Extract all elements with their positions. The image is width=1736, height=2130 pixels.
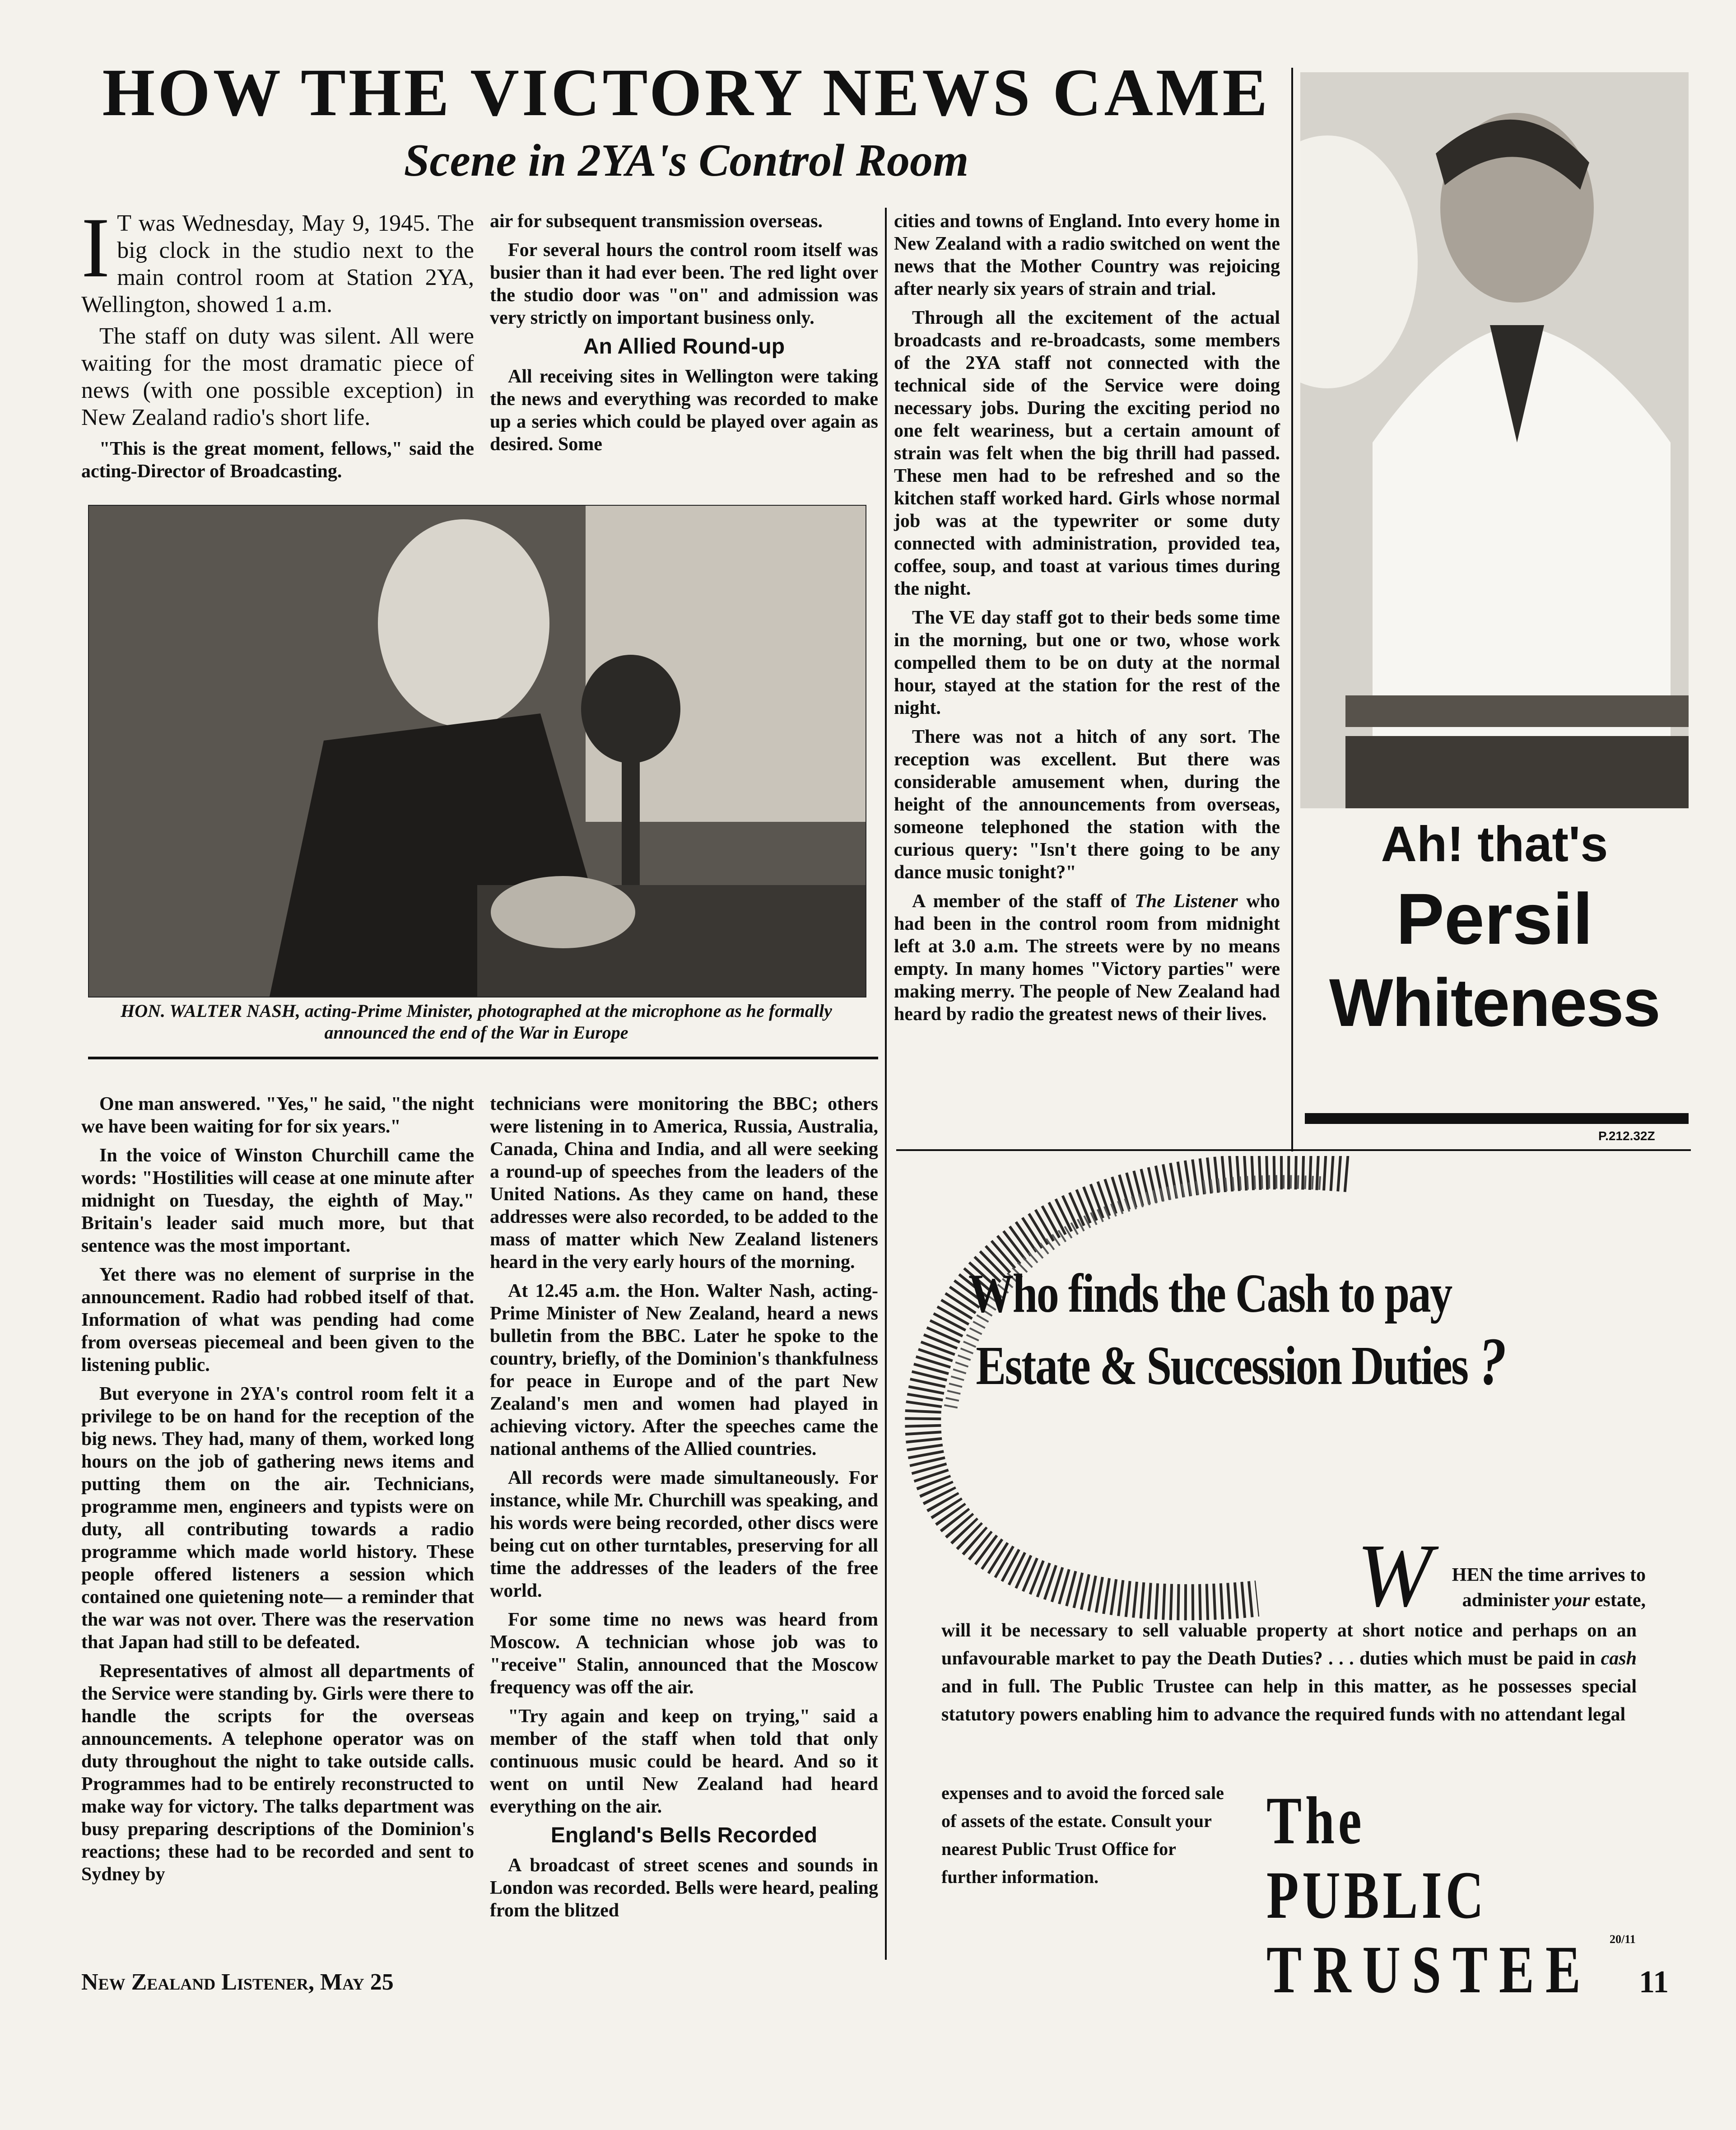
paragraph: For some time no news was heard from Moscow. A technician whose job was to "receive" Stalin, announced that the Moscow frequency was off the air. xyxy=(490,1609,878,1698)
headline: HOW THE VICTORY NEWS CAME xyxy=(102,55,1271,130)
rule xyxy=(88,1057,878,1059)
lead-text: T was Wednesday, May 9, 1945. The big clock in the studio next to the main control room at Station 2YA, Wellington, showed 1 a.m. xyxy=(81,210,474,317)
text: your xyxy=(1554,1590,1590,1611)
trustee-headline-text: Estate & Succession Duties xyxy=(976,1335,1468,1396)
persil-bar xyxy=(1305,1113,1689,1124)
publication-footer: New Zealand Listener, May 25 xyxy=(81,1969,394,1995)
persil-ad-code: P.212.32Z xyxy=(1598,1129,1655,1143)
paragraph: All records were made simultaneously. For instance, while Mr. Churchill was speaking, and his words were being recorded, other discs were being cut on other turntables, preserving for all time the addresses of the leaders of the free world. xyxy=(490,1468,878,1601)
paragraph: Through all the excitement of the actual broadcasts and re-broadcasts, some members of the 2YA staff not connected with the technical side of the Service were doing necessary jobs. During the exciting period no one felt weariness, but a certain amount of strain was felt when the big thrill had passed. These men had to be refreshed and so the kitchen staff worked hard. Girls whose normal job was at the typewriter or some duty connected with administration, provided tea, coffee, soup, and toast at various times during the night. xyxy=(894,308,1280,599)
text: estate, xyxy=(1590,1590,1646,1611)
text: who had been in the control room from midnight left at 3.0 a.m. The streets were by no means empty. In many homes "Victory parties" were making merry. The people of New Zealand had heard by radio the greatest news of their lives. xyxy=(894,891,1280,1025)
paragraph: In the voice of Winston Churchill came the words: "Hostilities will cease at one minute after midnight on Tuesday, the eighth of May." Britain's leader said much more, but that sentence was the most important. xyxy=(81,1145,474,1256)
public-trustee-ad xyxy=(896,1156,1691,2007)
column-1-top xyxy=(81,200,474,489)
ad-divider xyxy=(896,1149,1691,1151)
section-heading: An Allied Round-up xyxy=(583,335,785,359)
paragraph: technicians were monitoring the BBC; others were listening in to America, Russia, Australia, Canada, China and India, and all were seeking a round-up of speeches from the leaders of the United Nations. As they came on hand, these addresses were also recorded, to be added to the mass of matter which New Zealand listeners heard in the very early hours of the morning. xyxy=(490,1094,878,1272)
persil-brand: Persil xyxy=(1396,878,1593,959)
persil-ad xyxy=(1300,813,1689,1043)
paragraph xyxy=(894,890,1280,1025)
paragraph: air for subsequent transmission overseas. xyxy=(490,211,823,232)
trustee-headline xyxy=(968,1260,1524,1400)
text: and in full. The Public Trustee can help in this matter, as he possesses special statutory powers enabling him to advance the required funds with no attendant legal xyxy=(941,1676,1637,1725)
paragraph: The VE day staff got to their beds some time in the morning, but one or two, whose work compelled them to be on duty at the normal hour, stayed at the station for the rest of the night. xyxy=(894,607,1280,718)
persil-line-3: Whiteness xyxy=(1329,965,1660,1040)
public-trustee-logo xyxy=(1266,1783,1592,2007)
man-photo-illustration xyxy=(1300,72,1689,808)
nash-photo xyxy=(88,505,866,997)
trustee-body-end: expenses and to avoid the forced sale of assets of the estate. Consult your nearest Public Trust Office for further information. xyxy=(941,1783,1224,1887)
paragraph: "This is the great moment, fellows," said the acting-Director of Broadcasting. xyxy=(81,438,474,482)
trustee-body-intro xyxy=(1411,1562,1646,1613)
paragraph: A broadcast of street scenes and sounds in London was recorded. Bells were heard, pealing from the blitzed xyxy=(490,1855,878,1921)
column-2-top xyxy=(490,210,878,462)
subheadline: Scene in 2YA's Control Room xyxy=(404,135,969,186)
question-mark: ? xyxy=(1479,1324,1506,1399)
logo-line-1: The PUBLIC xyxy=(1266,1783,1487,1933)
text: HEN the time arrives to administer xyxy=(1452,1565,1646,1611)
paragraph: All receiving sites in Wellington were taking the news and everything was recorded to make up a series which could be played over again as desired. Some xyxy=(490,366,878,455)
logo-line-2: TRUSTEE xyxy=(1266,1932,1592,2007)
text: A member of the staff of xyxy=(912,891,1135,912)
paragraph: Representatives of almost all departments of the Service were standing by. Girls were there to handle the scripts for the overseas announcements. A telephone operator was on duty throughout the night to take outside calls. Programmes had to be entirely reconstructed to make way for victory. The talks department was busy preparing descriptions of the Dominion's reactions; these had to be recorded and sent to Sydney by xyxy=(81,1661,474,1885)
paragraph: There was not a hitch of any sort. The reception was excellent. But there was considerable amusement when, during the height of the announcements from overseas, someone telephoned the station with the curious query: "Isn't there going to be any dance music tonight?" xyxy=(894,727,1280,883)
persil-line-1: Ah! that's xyxy=(1381,816,1608,872)
trustee-ad-code: 20/11 xyxy=(1610,1933,1636,1946)
paragraph: Yet there was no element of surprise in the announcement. Radio had robbed itself of that. Information of what was pending had come from overseas piecemeal and been given to the listening public. xyxy=(81,1264,474,1375)
paragraph: The staff on duty was silent. All were waiting for the most dramatic piece of news (with one possible exception) in New Zealand radio's short life. xyxy=(81,323,474,430)
paragraph: For several hours the control room itself was busier than it had ever been. The red light over the studio door was "on" and admission was very strictly on important business only. xyxy=(490,240,878,328)
column-rule xyxy=(1291,68,1293,1151)
paragraph: But everyone in 2YA's control room felt it a privilege to be on hand for the reception of the big news. They had, many of them, worked long hours on the job of gathering news items and putting them on the air. Technicians, programme men, engineers and typists were on duty, all contributing towards a radio programme which made world history. These people offered listeners a session which contained one quietening note— a reminder that the war was not over. There was the reservation that Japan had still to be defeated. xyxy=(81,1384,474,1653)
nash-photo-illustration xyxy=(89,506,866,997)
trustee-headline-line-2 xyxy=(968,1324,1524,1400)
column-3 xyxy=(894,210,1280,1032)
persil-photo xyxy=(1300,72,1689,808)
trustee-body xyxy=(941,1617,1637,1729)
text: will it be necessary to sell valuable property at short notice and perhaps on an unfavourable market to pay the Death Duties? . . . duties which must be paid in xyxy=(941,1620,1637,1669)
paragraph: At 12.45 a.m. the Hon. Walter Nash, acting-Prime Minister of New Zealand, heard a news bulletin from the BBC. Later he spoke to the country, briefly, of the Dominion's thankfulness for peace in Europe and of the part New Zealand's men and women had played in achieving victory. After the speeches came the national anthems of the Allied countries. xyxy=(490,1281,878,1459)
drop-cap: I xyxy=(81,200,110,295)
text: cash xyxy=(1601,1648,1637,1669)
paragraph: cities and towns of England. Into every home in New Zealand with a radio switched on went the news that the Mother Country was rejoicing after nearly six years of strain and trial. xyxy=(894,211,1280,299)
section-heading: England's Bells Recorded xyxy=(550,1823,818,1847)
lead-paragraph xyxy=(81,200,474,318)
page-number: 11 xyxy=(1639,1965,1669,1999)
column-rule xyxy=(885,208,887,1960)
paragraph: One man answered. "Yes," he said, "the night we have been waiting for for six years." xyxy=(81,1094,474,1137)
publication-name: The Listener xyxy=(1135,891,1238,912)
column-2-bottom xyxy=(490,1093,878,1928)
photo-caption: HON. WALTER NASH, acting-Prime Minister, photographed at the microphone as he formally announced the end of the War in Europe xyxy=(121,1001,832,1043)
paragraph: "Try again and keep on trying," said a member of the staff when told that only continuous music could be heard. And so it went on until New Zealand had heard everything on the air. xyxy=(490,1706,878,1817)
column-1-bottom xyxy=(81,1093,474,1892)
trustee-headline-line-1: Who finds the Cash to pay xyxy=(968,1263,1452,1324)
body-cap: W xyxy=(1357,1526,1432,1626)
